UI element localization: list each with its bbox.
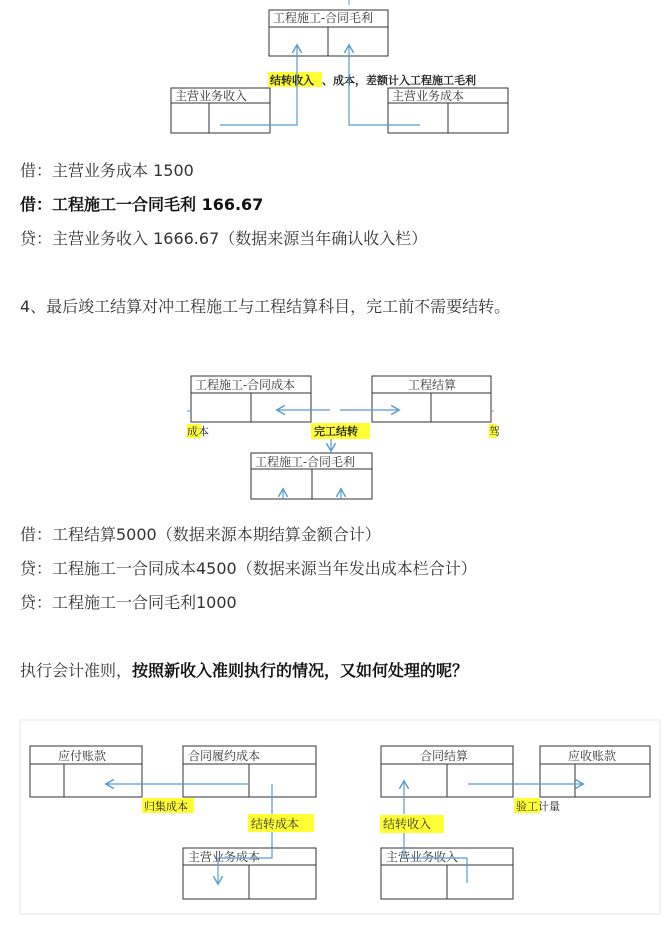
t-account-title: 工程施工-合同成本 [195, 378, 296, 392]
t-account-title: 主营业务成本 [392, 89, 465, 103]
t-account-contract-gross-profit [269, 10, 388, 56]
entry-credit-gross-profit: 贷：工程施工一合同毛利1000 [20, 593, 237, 612]
edge-label-right: 驾 [489, 425, 500, 438]
t-account-receivable [540, 746, 650, 797]
diagram1-svg [0, 0, 672, 140]
question-plain: 执行会计准则， [20, 661, 133, 680]
question-bold: 按照新收入准则执行的情况，又如何处理的呢？ [132, 661, 469, 680]
t-account-title: 合同履约成本 [188, 749, 261, 763]
t-account-contract-performance-cost [183, 746, 316, 797]
transfer-income-label: 结转收入 [383, 817, 432, 831]
transfer-cost-label: 结转成本 [251, 817, 300, 831]
center-label: 完工结转 [314, 425, 358, 438]
t-account-project-settlement [372, 376, 491, 422]
t-account-contract-gross-profit [251, 453, 372, 499]
diagram3-svg [0, 718, 672, 916]
t-account-contract-settlement [381, 746, 513, 797]
measure-label: 验工计量 [516, 800, 560, 813]
t-account-main-business-cost [183, 848, 316, 899]
annotation-highlight-text: 结转收入 [270, 74, 314, 87]
t-account-title: 应收账款 [568, 749, 617, 763]
entry-debit-gross-profit: 借：工程施工一合同毛利 166.67 [20, 195, 264, 214]
edge-label-left: 成本 [187, 425, 209, 438]
entry-credit-contract-cost: 贷：工程施工一合同成本4500（数据来源当年发出成本栏合计） [20, 559, 477, 578]
entry-debit-settlement: 借：工程结算5000（数据来源本期结算金额合计） [20, 525, 381, 544]
t-account-main-business-income [381, 848, 513, 899]
t-account-title: 主营业务成本 [188, 850, 261, 864]
annotation-text: 、成本，差额计入工程施工毛利 [322, 74, 476, 87]
entry-debit-cost: 借：主营业务成本 1500 [20, 161, 194, 180]
diagram-gross-profit-transfer [0, 0, 672, 140]
t-account-title: 合同结算 [420, 749, 469, 763]
collect-cost-label: 归集成本 [144, 800, 188, 813]
t-account-title: 工程施工-合同毛利 [273, 11, 374, 25]
t-account-title: 主营业务收入 [175, 89, 248, 103]
t-account-payable [30, 746, 142, 797]
t-account-main-cost [388, 88, 508, 133]
question-new-standard [20, 660, 468, 682]
t-account-main-income [171, 88, 270, 133]
t-account-contract-cost [191, 376, 311, 422]
diagram-completion-transfer [0, 370, 672, 505]
diagram2-svg [0, 370, 672, 505]
t-account-title: 工程施工-合同毛利 [255, 455, 356, 469]
entry-credit-income: 贷：主营业务收入 1666.67（数据来源当年确认收入栏） [20, 229, 428, 248]
paragraph-final-settlement: 4、最后竣工结算对冲工程施工与工程结算科目，完工前不需要结转。 [20, 297, 511, 316]
t-account-title: 应付账款 [58, 749, 107, 763]
t-account-title: 工程结算 [408, 378, 457, 392]
t-account-title: 主营业务收入 [386, 850, 459, 864]
diagram-new-revenue-standard [0, 718, 672, 916]
